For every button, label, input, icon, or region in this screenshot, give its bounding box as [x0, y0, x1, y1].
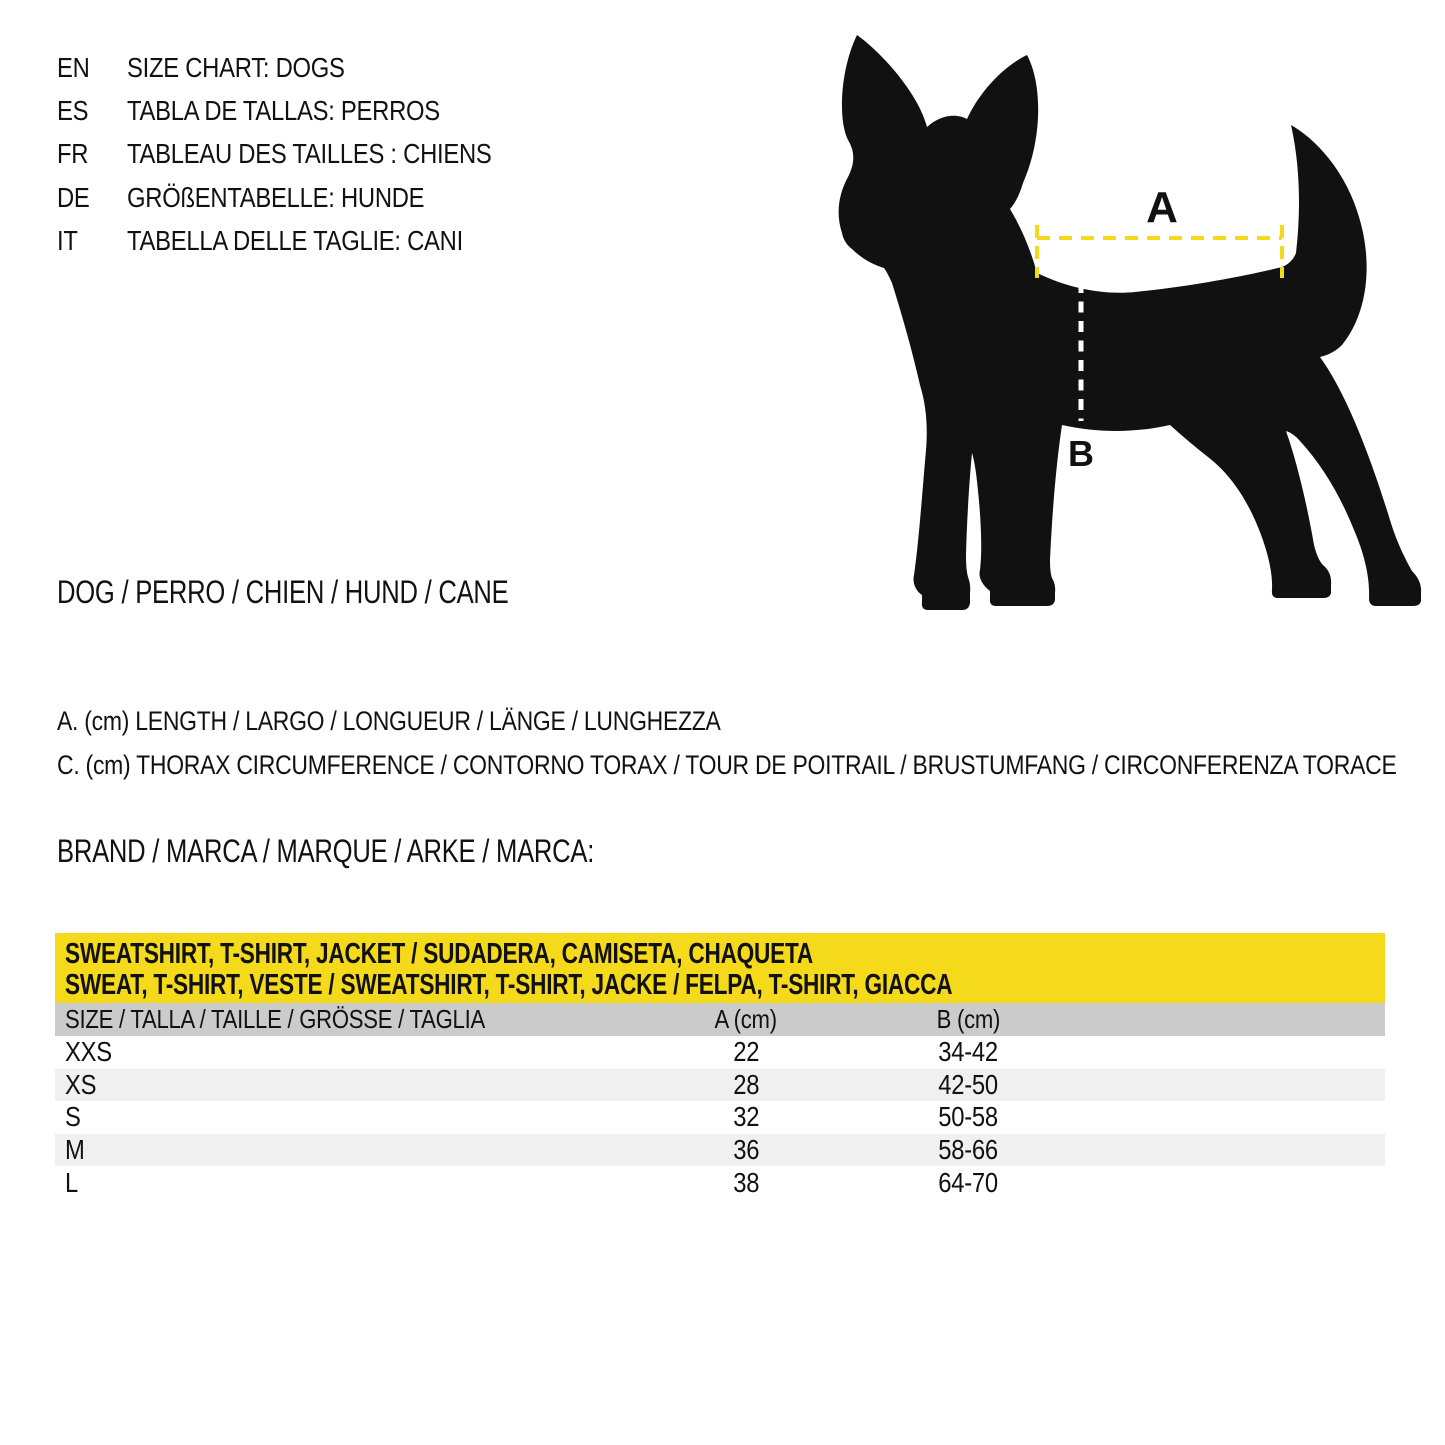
page-title-en: SIZE CHART: DOGS: [127, 51, 345, 83]
table-row-xxs: [55, 1036, 1385, 1069]
language-code: DE: [57, 181, 90, 213]
b-value-cell: 50-58: [938, 1101, 999, 1133]
page-title-de: GRÖßENTABELLE: HUNDE: [127, 181, 425, 213]
size-cell: L: [65, 1166, 78, 1198]
measurement-a-indicator: [1037, 183, 1282, 278]
b-value-cell: 34-42: [938, 1036, 999, 1068]
animal-caption-text: DOG / PERRO / CHIEN / HUND / CANE: [57, 574, 509, 610]
language-row-en: [57, 46, 556, 89]
table-title-band: [55, 933, 1385, 1003]
measure-c-text: C. (cm) THORAX CIRCUMFERENCE / CONTORNO TORAX / TOUR DE POITRAIL / BRUSTUMFANG / CIRCONFERENZA TORACE: [57, 750, 1397, 780]
measure-c-description: [57, 751, 1445, 779]
table-row-m: [55, 1134, 1385, 1167]
dog-silhouette: [839, 35, 1421, 610]
dog-measurement-diagram: [830, 25, 1430, 645]
page-title-es: TABLA DE TALLAS: PERROS: [127, 95, 440, 127]
size-table: [55, 933, 1385, 1199]
table-row-s: [55, 1101, 1385, 1134]
animal-caption: [57, 576, 621, 608]
language-row-fr: [57, 133, 556, 176]
table-header-row: [55, 1003, 1385, 1036]
a-value-cell: 28: [733, 1068, 759, 1100]
table-row-xs: [55, 1069, 1385, 1102]
b-value-cell: 42-50: [938, 1068, 999, 1100]
language-title-block: [57, 46, 556, 263]
language-code: EN: [57, 51, 90, 83]
marker-b-label: B: [1068, 433, 1094, 474]
marker-a-label: A: [1146, 183, 1178, 232]
a-value-cell: 22: [733, 1036, 759, 1068]
column-header-a: A (cm): [714, 1004, 778, 1034]
dog-silhouette-svg: [830, 25, 1430, 645]
size-cell: XXS: [65, 1036, 112, 1068]
table-title-line1: SWEATSHIRT, T-SHIRT, JACKET / SUDADERA, CAMISETA, CHAQUETA: [65, 938, 813, 970]
brand-line: [57, 835, 728, 867]
measure-a-text: A. (cm) LENGTH / LARGO / LONGUEUR / LÄNGE / LUNGHEZZA: [57, 706, 721, 736]
table-row-l: [55, 1166, 1385, 1199]
size-cell: S: [65, 1101, 81, 1133]
page-title-fr: TABLEAU DES TAILLES : CHIENS: [127, 138, 492, 170]
a-value-cell: 32: [733, 1101, 759, 1133]
brand-line-text: BRAND / MARCA / MARQUE / ARKE / MARCA:: [57, 833, 595, 869]
size-cell: M: [65, 1134, 85, 1166]
language-row-de: [57, 176, 556, 219]
a-value-cell: 38: [733, 1166, 759, 1198]
language-code: IT: [57, 225, 78, 257]
language-row-it: [57, 220, 556, 263]
size-cell: XS: [65, 1068, 97, 1100]
page-title-it: TABELLA DELLE TAGLIE: CANI: [127, 225, 463, 257]
b-value-cell: 64-70: [938, 1166, 999, 1198]
column-header-b: B (cm): [936, 1004, 1001, 1034]
column-header-size: SIZE / TALLA / TAILLE / GRÖSSE / TAGLIA: [65, 1004, 485, 1034]
b-value-cell: 58-66: [938, 1134, 999, 1166]
language-code: FR: [57, 138, 89, 170]
a-value-cell: 36: [733, 1134, 759, 1166]
measure-a-description: [57, 707, 838, 735]
language-code: ES: [57, 95, 89, 127]
language-row-es: [57, 89, 556, 132]
table-title-line2: SWEAT, T-SHIRT, VESTE / SWEATSHIRT, T-SHIRT, JACKE / FELPA, T-SHIRT, GIACCA: [65, 969, 953, 1001]
